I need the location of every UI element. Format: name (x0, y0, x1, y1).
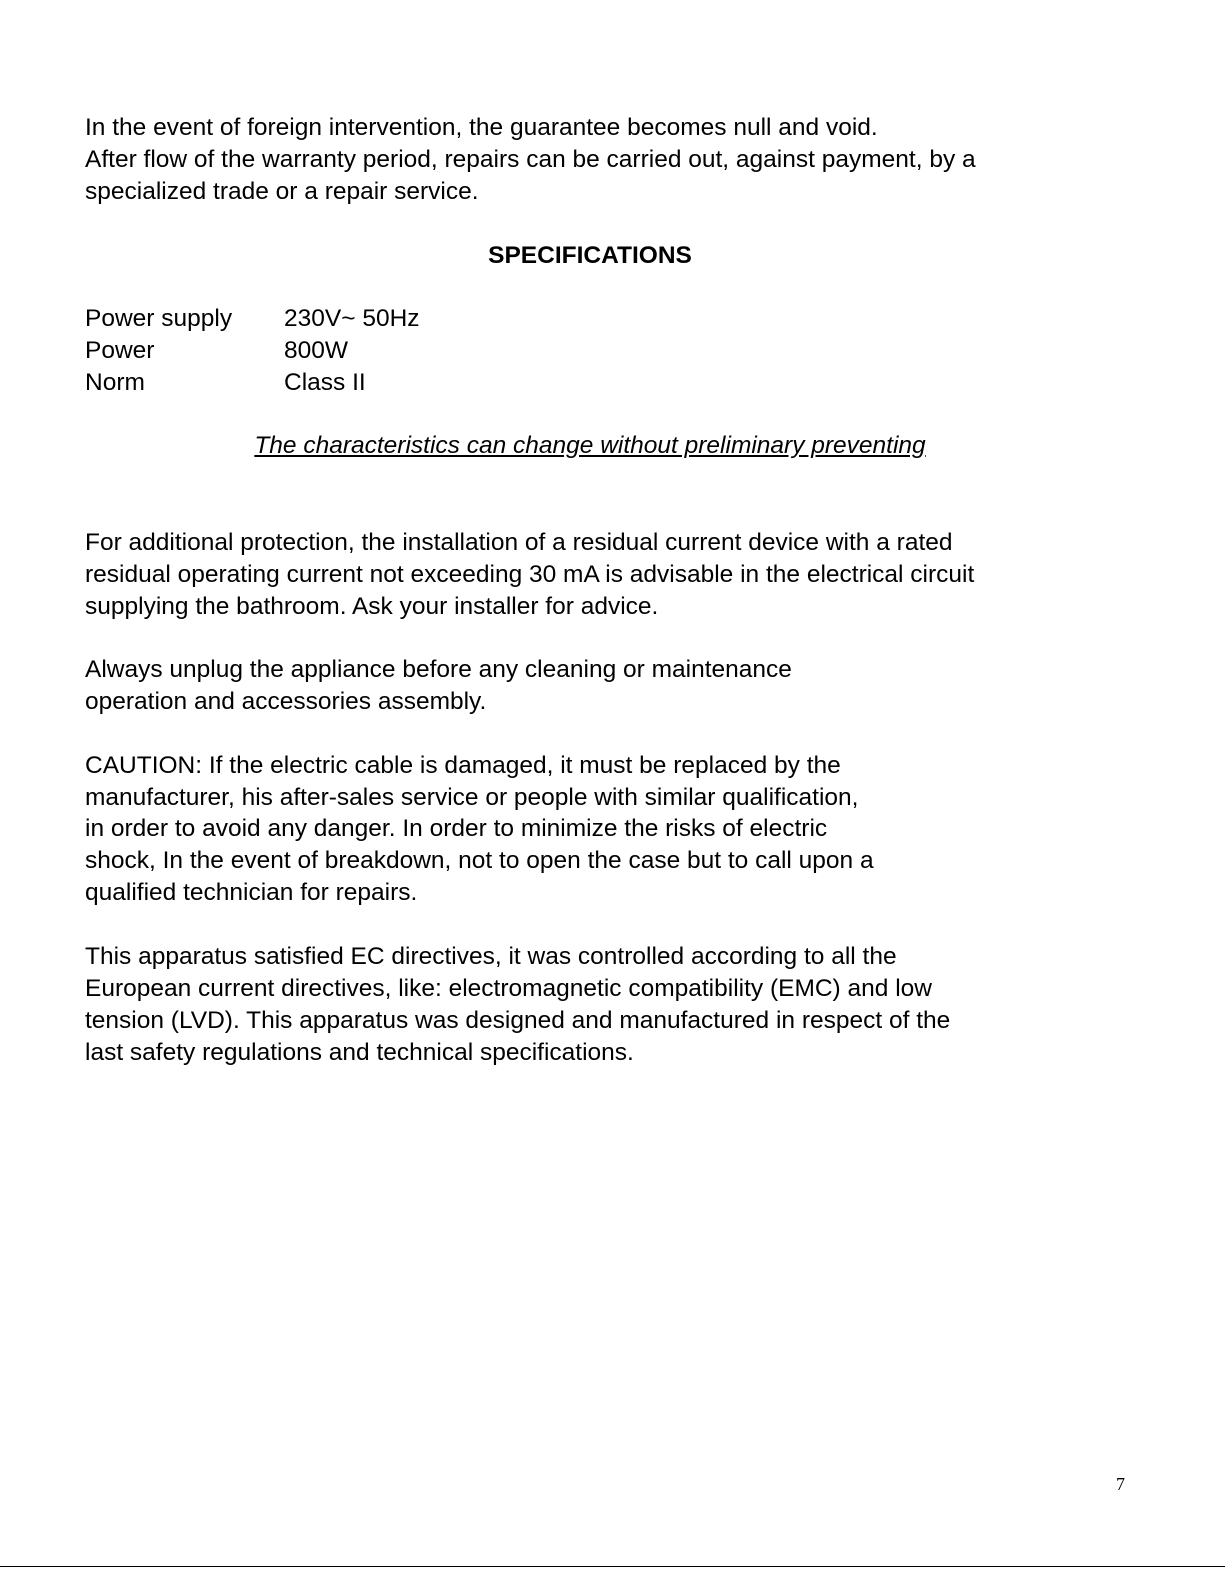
specifications-note: The characteristics can change without preliminary preventing (254, 432, 926, 459)
specifications-heading: SPECIFICATIONS (488, 242, 692, 269)
compliance-line-1: This apparatus satisfied EC directives, it was controlled according to all the (85, 943, 897, 970)
protection-line-2: residual operating current not exceeding 30 mA is advisable in the electrical circuit (85, 561, 975, 588)
caution-line-4: shock, In the event of breakdown, not to open the case but to call upon a (85, 847, 874, 874)
spec-value: 800W (284, 337, 349, 364)
spec-value: Class II (284, 369, 366, 396)
spec-label: Power (85, 337, 155, 364)
page-bottom-rule (0, 1566, 1225, 1567)
compliance-line-3: tension (LVD). This apparatus was designed and manufactured in respect of the (85, 1007, 951, 1034)
guarantee-line-2: After flow of the warranty period, repairs can be carried out, against payment, by a (85, 146, 976, 173)
page-number: 7 (1116, 1474, 1125, 1494)
spec-label: Power supply (85, 305, 233, 332)
guarantee-line-3: specialized trade or a repair service. (85, 178, 479, 205)
caution-line-2: manufacturer, his after-sales service or people with similar qualification, (85, 784, 859, 811)
compliance-line-2: European current directives, like: electromagnetic compatibility (EMC) and low (85, 975, 932, 1002)
unplug-line-2: operation and accessories assembly. (85, 688, 487, 715)
spec-label: Norm (85, 369, 145, 396)
caution-line-1: CAUTION: If the electric cable is damaged, it must be replaced by the (85, 752, 841, 779)
guarantee-line-1: In the event of foreign intervention, the guarantee becomes null and void. (85, 114, 878, 141)
protection-line-1: For additional protection, the installation of a residual current device with a rated (85, 529, 953, 556)
caution-line-3: in order to avoid any danger. In order to minimize the risks of electric (85, 815, 828, 842)
protection-line-3: supplying the bathroom. Ask your installer for advice. (85, 593, 659, 620)
compliance-line-4: last safety regulations and technical specifications. (85, 1039, 634, 1066)
spec-value: 230V~ 50Hz (284, 305, 420, 332)
unplug-line-1: Always unplug the appliance before any cleaning or maintenance (85, 656, 792, 683)
caution-line-5: qualified technician for repairs. (85, 879, 418, 906)
